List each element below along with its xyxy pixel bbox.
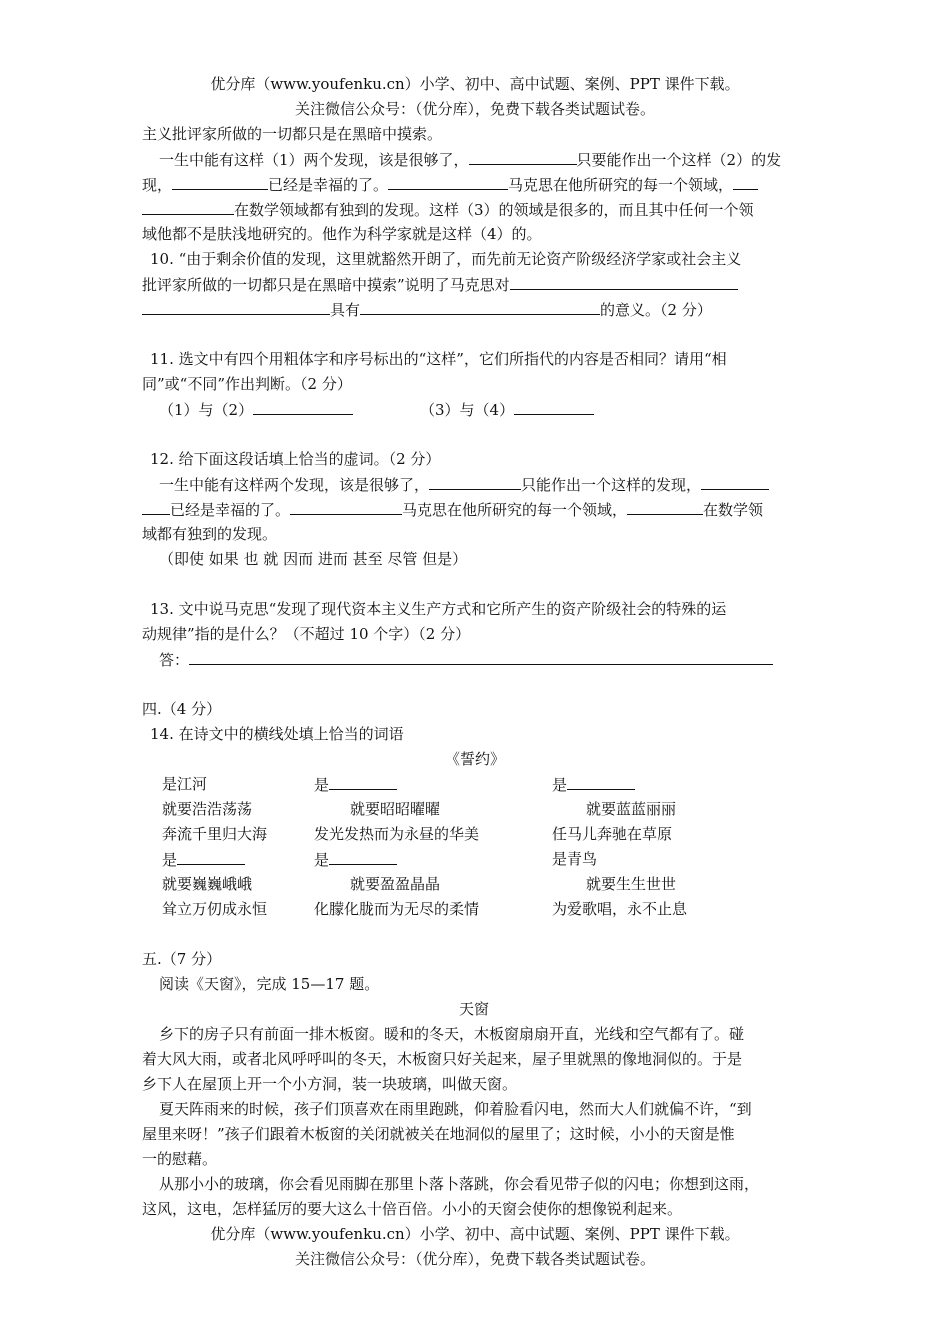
- article-line: 乡下的房子只有前面一排木板窗。暖和的冬天，木板窗扇扇开直，光线和空气都有了。碰: [159, 1025, 745, 1043]
- poem-line: 化朦化胧而为无尽的柔情: [314, 900, 480, 918]
- question-11-line: 同”或“不同”作出判断。（2 分）: [142, 375, 352, 393]
- poem-line: 为爱歌唱，永不止息: [552, 900, 688, 918]
- section-4-heading: 四.（4 分）: [142, 700, 222, 718]
- question-11: 11. 选文中有四个用粗体字和序号标出的“这样”，它们所指代的内容是否相同？请用“相: [150, 350, 727, 368]
- fill-blank[interactable]: [701, 473, 769, 490]
- word-options: （即使 如果 也 就 因而 进而 甚至 尽管 但是）: [159, 550, 468, 568]
- poem-line: 耸立万仞成永恒: [162, 900, 268, 918]
- question-11-a: （1）与（2）: [159, 398, 353, 421]
- poem-line: 是青鸟: [552, 850, 598, 868]
- poem-line: 是: [552, 773, 635, 796]
- article-line: 一的慰藉。: [142, 1150, 218, 1168]
- article-line: 乡下人在屋顶上开一个小方洞，装一块玻璃，叫做天窗。: [142, 1075, 518, 1093]
- passage-line: 主义批评家所做的一切都只是在黑暗中摸索。: [142, 125, 443, 143]
- poem-line: 就要蓝蓝丽丽: [586, 800, 677, 818]
- fill-blank[interactable]: [177, 848, 245, 865]
- passage-line: 在数学领域都有独到的发现。这样（3）的领域是很多的，而且其中任何一个领: [142, 198, 754, 221]
- question-13-line: 动规律”指的是什么？（不超过 10 个字）（2 分）: [142, 625, 471, 643]
- answer-blank[interactable]: [510, 273, 738, 290]
- poem-line: 就要浩浩荡荡: [162, 800, 253, 818]
- poem-line: 就要盈盈晶晶: [350, 875, 441, 893]
- answer-line: 答：: [159, 648, 773, 671]
- fill-blank[interactable]: [142, 198, 234, 215]
- question-11-b: （3）与（4）: [420, 398, 594, 421]
- article-title: 天窗: [459, 1000, 490, 1018]
- question-14: 14. 在诗文中的横线处填上恰当的词语: [150, 725, 404, 743]
- fill-blank[interactable]: [627, 498, 703, 515]
- fill-blank[interactable]: [733, 173, 758, 190]
- article-line: 着大风大雨，或者北风呼呼叫的冬天，木板窗只好关起来，屋子里就黑的像地洞似的。于是: [142, 1050, 743, 1068]
- poem-line: 就要生生世世: [586, 875, 677, 893]
- footer-line-2: 关注微信公众号：（优分库），免费下载各类试题试卷。: [294, 1250, 655, 1268]
- fill-blank[interactable]: [469, 148, 577, 165]
- passage-line: 现， 已经是幸福的了。 马克思在他所研究的每一个领域，: [142, 173, 758, 196]
- question-10-line: 批评家所做的一切都只是在黑暗中摸索”说明了马克思对: [142, 273, 738, 296]
- fill-blank[interactable]: [388, 173, 508, 190]
- poem-title: 《誓约》: [445, 750, 506, 768]
- question-12-line: 域都有独到的发现。: [142, 525, 278, 543]
- footer-line-1: 优分库（www.youfenku.cn）小学、初中、高中试题、案例、PPT 课件下载。: [210, 1225, 740, 1243]
- article-line: 夏天阵雨来的时候，孩子们顶喜欢在雨里跑跳，仰着脸看闪电，然而大人们就偏不许，“到: [159, 1100, 752, 1118]
- fill-blank[interactable]: [567, 773, 635, 790]
- answer-blank[interactable]: [142, 298, 330, 315]
- question-12-line: 已经是幸福的了。 马克思在他所研究的每一个领域， 在数学领: [142, 498, 763, 521]
- poem-line: 发光发热而为永昼的华美: [314, 825, 480, 843]
- header-line-2: 关注微信公众号：（优分库），免费下载各类试题试卷。: [294, 100, 655, 118]
- question-13: 13. 文中说马克思“发现了现代资本主义生产方式和它所产生的资产阶级社会的特殊的运: [150, 600, 727, 618]
- poem-line: 奔流千里归大海: [162, 825, 268, 843]
- answer-blank[interactable]: [189, 648, 773, 665]
- answer-blank[interactable]: [253, 398, 353, 415]
- fill-blank[interactable]: [172, 173, 268, 190]
- section-5-intro: 阅读《天窗》，完成 15—17 题。: [159, 975, 380, 993]
- poem-line: 任马儿奔驰在草原: [552, 825, 673, 843]
- article-line: 这风，这电，怎样猛厉的要大这么十倍百倍。小小的天窗会使你的想像锐利起来。: [142, 1200, 683, 1218]
- question-10: 10. “由于剩余价值的发现，这里就豁然开朗了，而先前无论资产阶级经济学家或社会主义: [150, 250, 742, 268]
- poem-line: 是: [314, 773, 397, 796]
- fill-blank[interactable]: [329, 773, 397, 790]
- header-line-1: 优分库（www.youfenku.cn）小学、初中、高中试题、案例、PPT 课件下载。: [210, 75, 740, 93]
- passage-line: 域他都不是肤浅地研究的。他作为科学家就是这样（4）的。: [142, 225, 542, 243]
- question-12: 12. 给下面这段话填上恰当的虚词。（2 分）: [150, 450, 441, 468]
- fill-blank[interactable]: [429, 473, 521, 490]
- poem-line: 是: [314, 848, 397, 871]
- question-12-line: 一生中能有这样两个发现，该是很够了， 只能作出一个这样的发现，: [159, 473, 769, 496]
- answer-blank[interactable]: [360, 298, 600, 315]
- fill-blank[interactable]: [142, 498, 170, 515]
- question-10-line: 具有 的意义。（2 分）: [142, 298, 712, 321]
- section-5-heading: 五.（7 分）: [142, 950, 222, 968]
- poem-line: 是: [162, 848, 245, 871]
- article-line: 从那小小的玻璃，你会看见雨脚在那里卜落卜落跳，你会看见带子似的闪电；你想到这雨，: [159, 1175, 760, 1193]
- poem-line: 就要巍巍峨峨: [162, 875, 253, 893]
- answer-blank[interactable]: [514, 398, 594, 415]
- poem-line: 是江河: [162, 775, 208, 793]
- fill-blank[interactable]: [329, 848, 397, 865]
- fill-blank[interactable]: [290, 498, 402, 515]
- article-line: 屋里来呀！”孩子们跟着木板窗的关闭就被关在地洞似的屋里了；这时候，小小的天窗是惟: [142, 1125, 735, 1143]
- poem-line: 就要昭昭曜曜: [350, 800, 441, 818]
- passage-line: 一生中能有这样（1）两个发现，该是很够了， 只要能作出一个这样（2）的发: [159, 148, 781, 171]
